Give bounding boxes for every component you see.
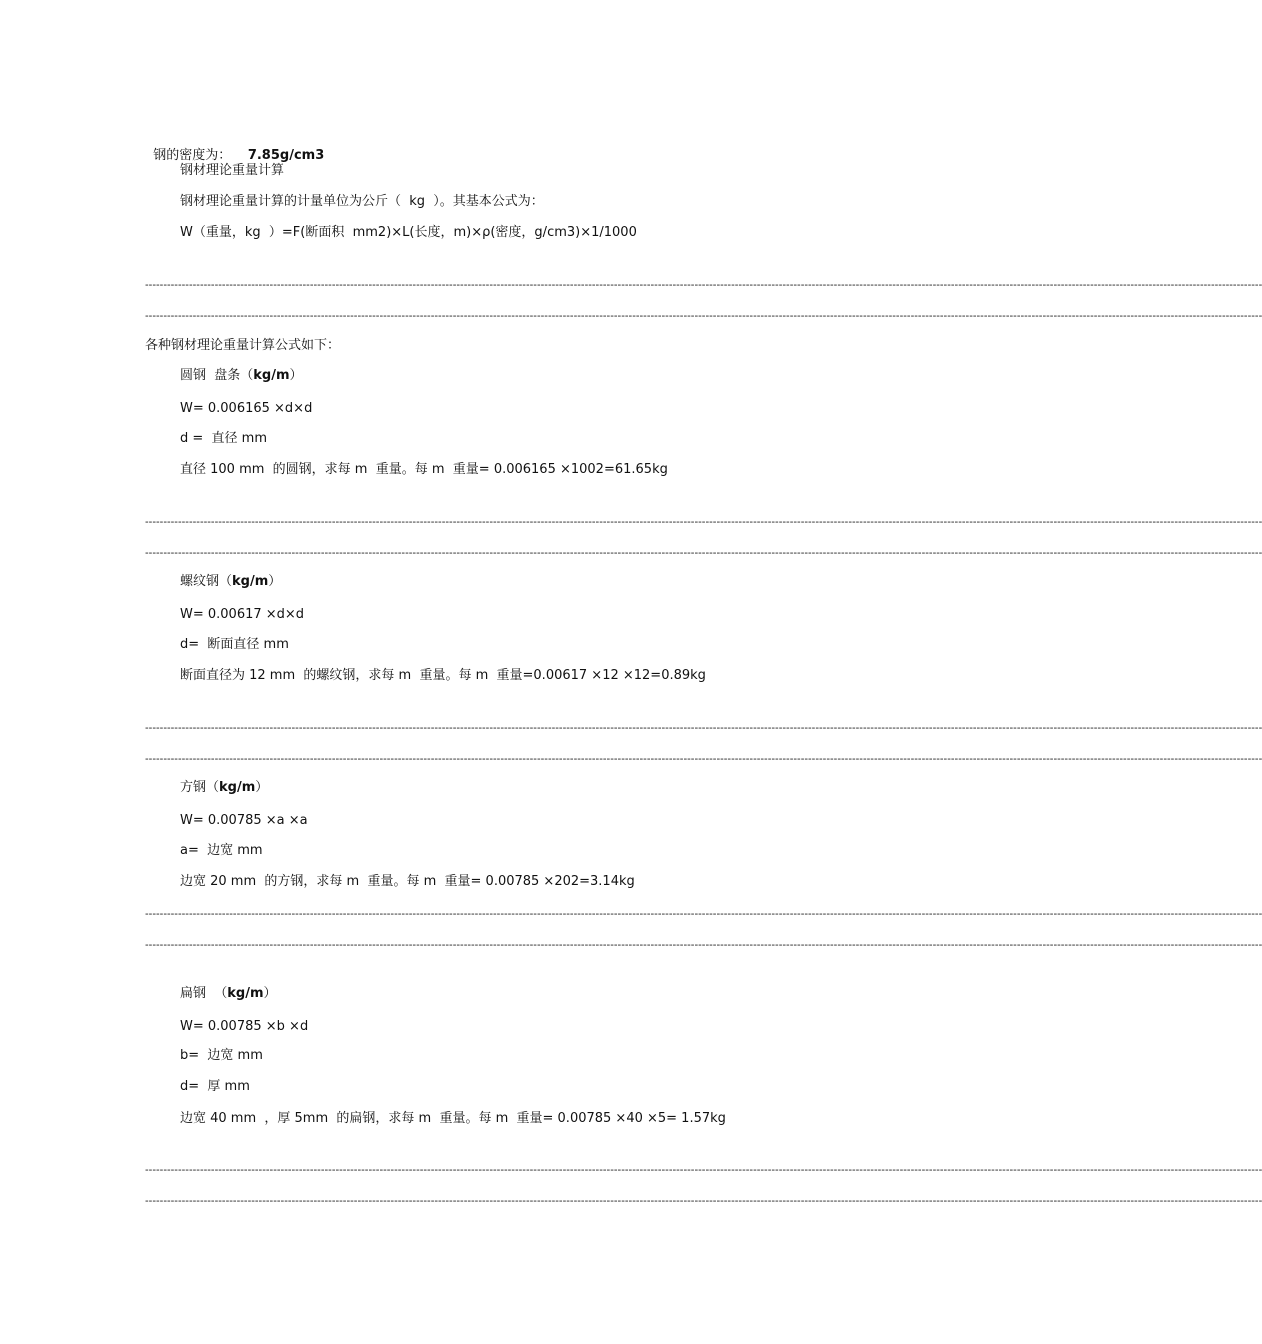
section-formula: W= 0.00785 ×b ×d [180, 1019, 309, 1034]
intro-formula: W（重量，kg ）=F(断面积 mm2)×L(长度，m)×ρ(密度，g/cm3)×1/1000 [180, 225, 637, 240]
separator-3b: ----------------------------------------------------------------------------------------------------------------------------------------------------------------------------------------------------------------------------------------------------------------------------------------------------------------- [145, 753, 1262, 765]
section-title-round-steel: 圆钢 盘条（kg/m） [180, 368, 303, 383]
separator-4a: ----------------------------------------------------------------------------------------------------------------------------------------------------------------------------------------------------------------------------------------------------------------------------------------------------------------- [145, 908, 1262, 920]
density-line [145, 132, 324, 164]
separator-1a: ----------------------------------------------------------------------------------------------------------------------------------------------------------------------------------------------------------------------------------------------------------------------------------------------------------------- [145, 279, 1262, 291]
section-variable: a= 边宽 mm [180, 843, 263, 858]
section-title-rebar: 螺纹钢（kg/m） [180, 574, 282, 589]
density-label: 钢的密度为： [153, 148, 232, 163]
intro-title: 钢材理论重量计算 [180, 163, 285, 178]
section-formula: W= 0.00785 ×a ×a [180, 813, 308, 828]
separator-1b: ----------------------------------------------------------------------------------------------------------------------------------------------------------------------------------------------------------------------------------------------------------------------------------------------------------------- [145, 310, 1262, 322]
density-value: 7.85g/cm3 [247, 148, 325, 163]
intro-unit-text: 钢材理论重量计算的计量单位为公斤（ kg ）。其基本公式为： [180, 194, 544, 209]
formulas-heading: 各种钢材理论重量计算公式如下： [145, 338, 341, 353]
section-example: 边宽 40 mm ，厚 5mm 的扁钢，求每 m 重量。每 m 重量= 0.00785 ×40 ×5= 1.57kg [180, 1111, 726, 1126]
section-variable: d= 厚 mm [180, 1079, 250, 1094]
section-title-square-steel: 方钢（kg/m） [180, 780, 269, 795]
section-variable: d = 直径 mm [180, 431, 268, 446]
section-example: 断面直径为 12 mm 的螺纹钢，求每 m 重量。每 m 重量=0.00617 ×12 ×12=0.89kg [180, 668, 706, 683]
section-example: 边宽 20 mm 的方钢，求每 m 重量。每 m 重量= 0.00785 ×202=3.14kg [180, 874, 635, 889]
separator-5a: ----------------------------------------------------------------------------------------------------------------------------------------------------------------------------------------------------------------------------------------------------------------------------------------------------------------- [145, 1164, 1262, 1176]
separator-2b: ----------------------------------------------------------------------------------------------------------------------------------------------------------------------------------------------------------------------------------------------------------------------------------------------------------------- [145, 547, 1262, 559]
separator-5b: ----------------------------------------------------------------------------------------------------------------------------------------------------------------------------------------------------------------------------------------------------------------------------------------------------------------- [145, 1195, 1262, 1207]
section-variable: b= 边宽 mm [180, 1048, 263, 1063]
section-formula: W= 0.00617 ×d×d [180, 607, 305, 622]
section-title-flat-steel: 扁钢 （kg/m） [180, 986, 277, 1001]
section-example: 直径 100 mm 的圆钢，求每 m 重量。每 m 重量= 0.006165 ×1002=61.65kg [180, 462, 668, 477]
section-formula: W= 0.006165 ×d×d [180, 401, 313, 416]
separator-2a: ----------------------------------------------------------------------------------------------------------------------------------------------------------------------------------------------------------------------------------------------------------------------------------------------------------------- [145, 516, 1262, 528]
separator-4b: ----------------------------------------------------------------------------------------------------------------------------------------------------------------------------------------------------------------------------------------------------------------------------------------------------------------- [145, 939, 1262, 951]
section-variable: d= 断面直径 mm [180, 637, 289, 652]
separator-3a: ----------------------------------------------------------------------------------------------------------------------------------------------------------------------------------------------------------------------------------------------------------------------------------------------------------------- [145, 722, 1262, 734]
